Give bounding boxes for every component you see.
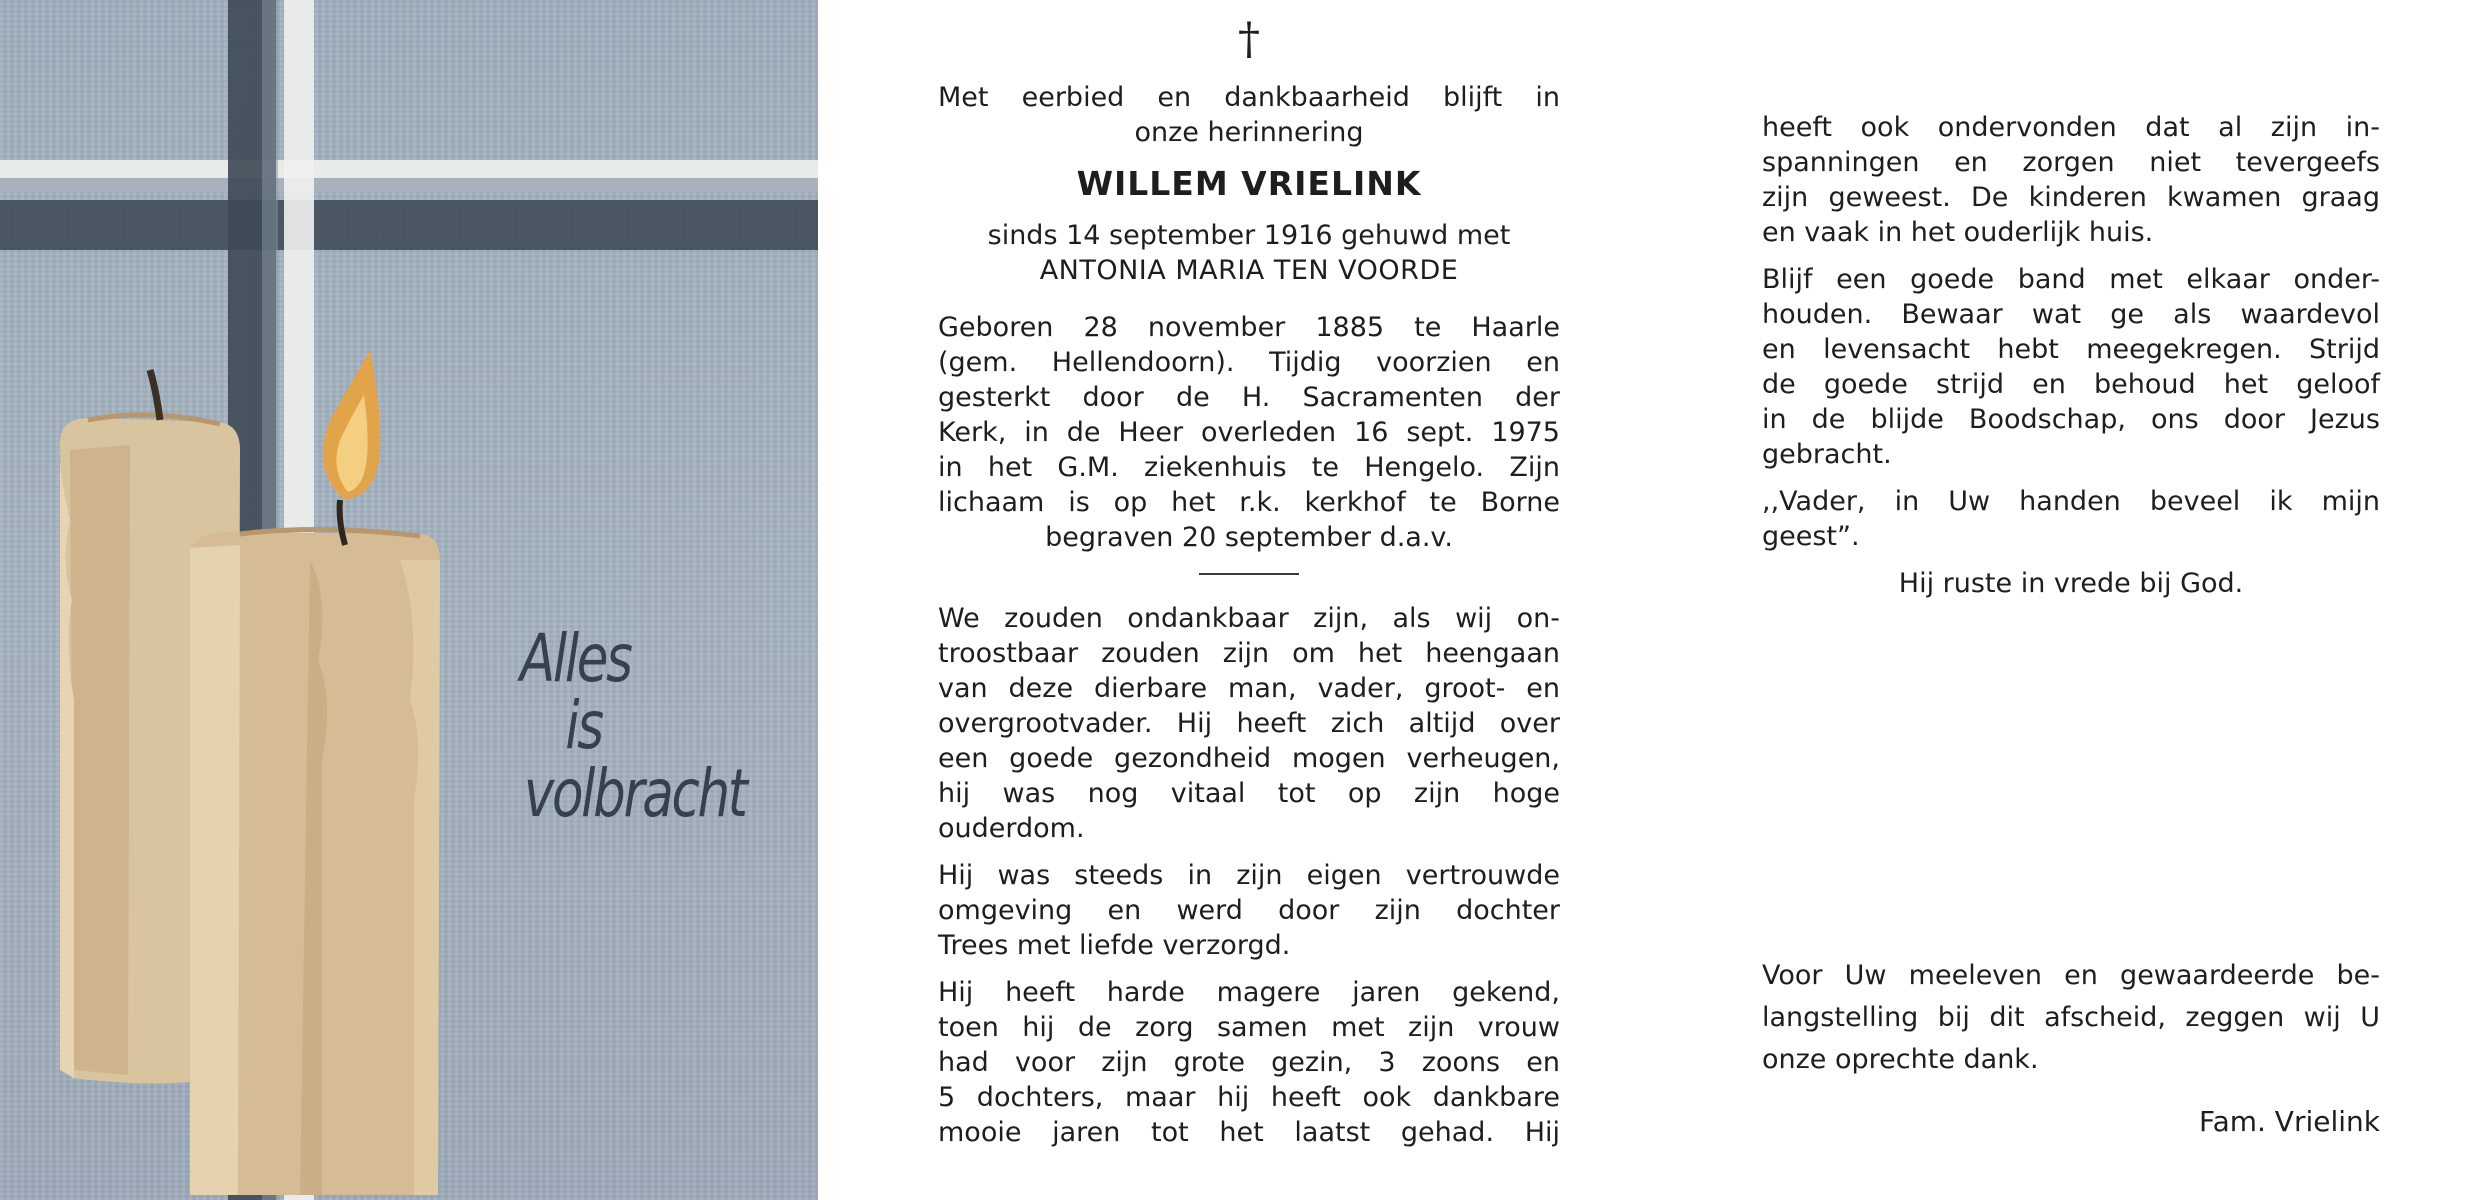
- para-line: 5 dochters, maar hij heeft ook dankbare: [938, 1082, 1560, 1113]
- para-line: had voor zijn grote gezin, 3 zoons en: [938, 1047, 1560, 1078]
- para-line: toen hij de zorg samen met zijn vrouw: [938, 1012, 1560, 1043]
- para-line: omgeving en werd door zijn dochter: [938, 895, 1560, 926]
- para-line: We zouden ondankbaar zijn, als wij on-: [938, 603, 1560, 634]
- bio-line: Geboren 28 november 1885 te Haarle: [938, 312, 1560, 343]
- para-line: gebracht.: [1762, 439, 1892, 470]
- cover-title-line-3: volbracht: [523, 754, 746, 832]
- quote-paragraph: [1762, 484, 2380, 554]
- para-line: hij was nog vitaal tot op zijn hoge: [938, 778, 1560, 809]
- middle-panel: [938, 10, 1560, 1150]
- intro-line-1: Met eerbied en dankbaarheid blijft in: [938, 82, 1560, 113]
- bio-line: in het G.M. ziekenhuis te Hengelo. Zijn: [938, 452, 1560, 483]
- cover-title: [520, 620, 746, 832]
- para-line: Hij was steeds in zijn eigen vertrouwde: [938, 860, 1560, 891]
- para-line: een goede gezondheid mogen verheugen,: [938, 743, 1560, 774]
- paragraph-1: [938, 601, 1560, 846]
- para-line: in de blijde Boodschap, ons door Jezus: [1762, 404, 2380, 435]
- bio-line: Kerk, in de Heer overleden 16 sept. 1975: [938, 417, 1560, 448]
- married-line: sinds 14 september 1916 gehuwd met: [987, 220, 1511, 251]
- para-line: zijn geweest. De kinderen kwamen graag: [1762, 182, 2380, 213]
- cross-dark-horizontal: [0, 200, 818, 250]
- flame: [323, 350, 381, 545]
- bio-paragraph: [938, 310, 1560, 555]
- bio-line: begraven 20 september d.a.v.: [1045, 522, 1453, 553]
- para-line: troostbaar zouden zijn om het heengaan: [938, 638, 1560, 669]
- deceased-name: WILLEM VRIELINK: [1076, 164, 1422, 203]
- para-line: houden. Bewaar wat ge als waardevol: [1762, 299, 2380, 330]
- continuation-paragraph: [1762, 110, 2380, 250]
- cross-shadow-horizontal: [0, 178, 818, 192]
- quote-line: ,,Vader, in Uw handen beveel ik mijn: [1762, 486, 2380, 517]
- para-line: ouderdom.: [938, 813, 1085, 844]
- bio-line: lichaam is op het r.k. kerkhof te Borne: [938, 487, 1560, 518]
- candle-right: [190, 529, 440, 1195]
- thanks-line: onze oprechte dank.: [1762, 1044, 2039, 1075]
- family-signature: Fam. Vrielink: [2199, 1105, 2380, 1138]
- para-line: Hij heeft harde magere jaren gekend,: [938, 977, 1560, 1008]
- bio-line: gesterkt door de H. Sacramenten der: [938, 382, 1560, 413]
- para-line: en levensacht hebt meegekregen. Strijd: [1762, 334, 2380, 365]
- thanks-line: langstelling bij dit afscheid, zeggen wij U: [1762, 1002, 2380, 1033]
- cover-title-line-2: is: [565, 687, 602, 765]
- para-line: overgrootvader. Hij heeft zich altijd over: [938, 708, 1560, 739]
- right-panel: [1762, 110, 2380, 601]
- para-line: spanningen en zorgen niet tevergeefs: [1762, 147, 2380, 178]
- intro-line-2: onze herinnering: [1134, 117, 1364, 148]
- para-line: heeft ook ondervonden dat al zijn in-: [1762, 112, 2380, 143]
- exhortation-paragraph: [1762, 262, 2380, 472]
- para-line: Blijf een goede band met elkaar onder-: [1762, 264, 2380, 295]
- cross-symbol: †: [1238, 14, 1260, 65]
- thanks-paragraph: [1762, 955, 2380, 1081]
- section-divider: [1199, 573, 1299, 575]
- cover-panel: [0, 0, 818, 1200]
- quote-line: geest”.: [1762, 521, 1860, 552]
- thanks-line: Voor Uw meeleven en gewaardeerde be-: [1762, 960, 2380, 991]
- paragraph-3: [938, 975, 1560, 1150]
- paragraph-2: [938, 858, 1560, 963]
- para-line: en vaak in het ouderlijk huis.: [1762, 217, 2154, 248]
- cover-title-line-1: Alles: [520, 620, 631, 697]
- cover-illustration: [0, 0, 818, 1200]
- para-line: mooie jaren tot het laatst gehad. Hij: [938, 1117, 1560, 1148]
- bio-line: (gem. Hellendoorn). Tijdig voorzien en: [938, 347, 1560, 378]
- rest-in-peace-line: Hij ruste in vrede bij God.: [1898, 568, 2244, 599]
- para-line: van deze dierbare man, vader, groot- en: [938, 673, 1560, 704]
- spouse-name: ANTONIA MARIA TEN VOORDE: [1039, 255, 1459, 286]
- para-line: de goede strijd en behoud het geloof: [1762, 369, 2380, 400]
- para-line: Trees met liefde verzorgd.: [938, 930, 1291, 961]
